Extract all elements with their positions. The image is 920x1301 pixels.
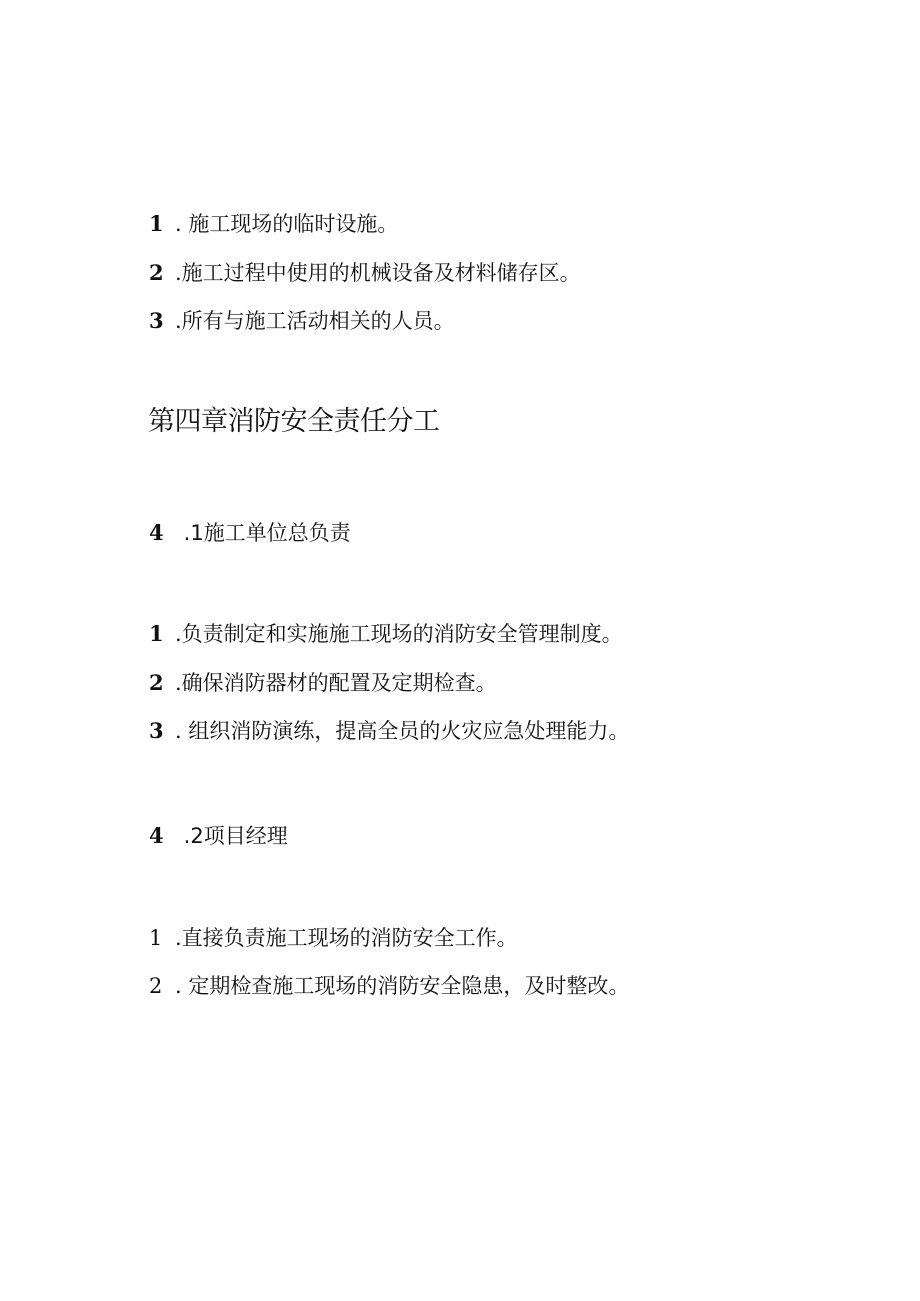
list-text: . 定期检查施工现场的消防安全隐患，及时整改。 (175, 974, 630, 998)
list-number: 1 (149, 211, 164, 236)
section-number: 4 (149, 520, 164, 545)
section-title: .1施工单位总负责 (183, 521, 351, 545)
section-title: .2项目经理 (183, 824, 288, 848)
list-item (149, 972, 629, 1000)
list-item (149, 717, 629, 745)
list-text: .负责制定和实施施工现场的消防安全管理制度。 (175, 622, 623, 646)
list-number: 1 (149, 621, 164, 646)
list-item (149, 307, 455, 335)
list-item (149, 669, 497, 697)
list-item (149, 620, 623, 648)
list-item (149, 924, 518, 952)
section-heading-4-1 (149, 519, 351, 547)
list-number: 3 (149, 718, 164, 743)
list-text: .所有与施工活动相关的人员。 (175, 309, 455, 333)
list-number: 3 (149, 308, 164, 333)
list-item (149, 210, 398, 238)
list-text: . 施工现场的临时设施。 (175, 212, 399, 236)
section-heading-4-2 (149, 822, 288, 850)
list-text: .施工过程中使用的机械设备及材料储存区。 (175, 261, 581, 285)
list-text: .确保消防器材的配置及定期检查。 (175, 671, 497, 695)
list-number: 2 (149, 974, 163, 998)
list-number: 1 (149, 926, 163, 950)
list-text: . 组织消防演练，提高全员的火灾应急处理能力。 (175, 719, 630, 743)
list-text: .直接负责施工现场的消防安全工作。 (175, 926, 518, 950)
list-number: 2 (149, 260, 164, 285)
list-number: 2 (149, 670, 164, 695)
chapter-title: 第四章消防安全责任分工 (148, 406, 440, 437)
list-item (149, 259, 581, 287)
section-number: 4 (149, 823, 164, 848)
